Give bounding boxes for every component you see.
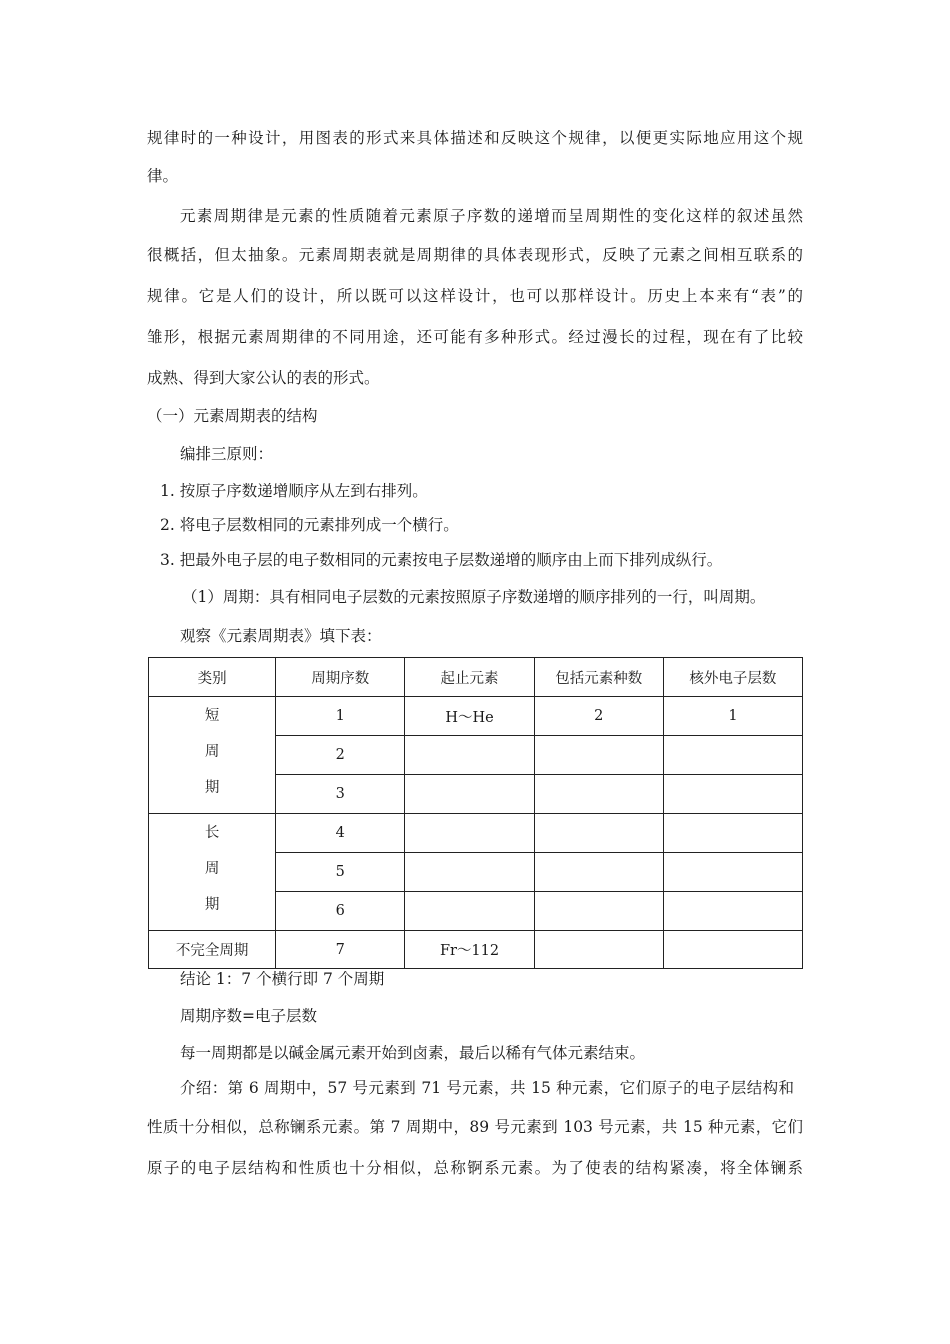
range-cell [405,892,534,931]
count-cell [534,931,663,969]
shells-cell [663,814,802,853]
range-cell [405,775,534,814]
count-cell [534,892,663,931]
group-char: 短 [204,708,220,724]
shells-cell [663,931,802,969]
range-cell [405,736,534,775]
range-cell: H～He [405,697,534,736]
table-header-row [149,658,803,697]
conclusion-line: 周期序数=电子层数 [180,1007,317,1025]
section-heading: （一）元素周期表的结构 [147,407,318,425]
table-header: 包括元素种数 [534,658,663,697]
shells-cell: 1 [663,697,802,736]
count-cell [534,775,663,814]
paragraph-line: 规律。它是人们的设计，所以既可以这样设计，也可以那样设计。历史上本来有“表”的 [147,287,803,305]
period-cell: 5 [276,853,405,892]
group-char: 长 [204,825,220,841]
group-char: 周 [204,744,220,760]
group-char: 周 [204,861,220,877]
period-cell: 6 [276,892,405,931]
long-period-label [149,814,276,931]
range-cell [405,853,534,892]
principles-title: 编排三原则： [180,445,274,463]
shells-cell [663,736,802,775]
paragraph-line: 规律时的一种设计，用图表的形式来具体描述和反映这个规律，以便更实际地应用这个规 [147,129,803,147]
shells-cell [663,853,802,892]
paragraph-line: 律。 [147,167,179,185]
table-header: 核外电子层数 [663,658,802,697]
period-definition: （1）周期：具有相同电子层数的元素按照原子序数递增的顺序排列的一行，叫周期。 [182,588,766,606]
range-cell: Fr～112 [405,931,534,969]
table-header: 周期序数 [276,658,405,697]
conclusion-line: 每一周期都是以碱金属元素开始到卤素，最后以稀有气体元素结束。 [180,1044,646,1062]
principle-item: 1. 按原子序数递增顺序从左到右排列。 [160,482,428,500]
count-cell [534,853,663,892]
count-cell [534,736,663,775]
principle-item: 3. 把最外电子层的电子数相同的元素按电子层数递增的顺序由上而下排列成纵行。 [160,551,723,569]
period-cell: 1 [276,697,405,736]
incomplete-period-label: 不完全周期 [149,931,276,969]
principle-item: 2. 将电子层数相同的元素排列成一个横行。 [160,516,459,534]
intro-line: 性质十分相似，总称镧系元素。第 7 周期中，89 号元素到 103 号元素，共 15 种元素，它们 [147,1118,803,1136]
intro-line: 原子的电子层结构和性质也十分相似，总称锕系元素。为了使表的结构紧凑，将全体镧系 [147,1159,803,1177]
table-header: 类别 [149,658,276,697]
table-header: 起止元素 [405,658,534,697]
count-cell: 2 [534,697,663,736]
paragraph-line: 元素周期律是元素的性质随着元素原子序数的递增而呈周期性的变化这样的叙述虽然 [180,207,803,225]
period-cell: 2 [276,736,405,775]
shells-cell [663,775,802,814]
period-cell: 3 [276,775,405,814]
paragraph-line: 很概括，但太抽象。元素周期表就是周期律的具体表现形式，反映了元素之间相互联系的 [147,246,803,264]
period-cell: 4 [276,814,405,853]
range-cell [405,814,534,853]
conclusion-line: 结论 1：7 个横行即 7 个周期 [180,970,385,988]
paragraph-line: 成熟、得到大家公认的表的形式。 [147,369,380,387]
intro-line: 介绍：第 6 周期中，57 号元素到 71 号元素，共 15 种元素，它们原子的电子层结构和 [180,1079,794,1097]
paragraph-line: 雏形，根据元素周期律的不同用途，还可能有多种形式。经过漫长的过程，现在有了比较 [147,328,803,346]
short-period-label [149,697,276,814]
table-row [149,931,803,969]
count-cell [534,814,663,853]
period-cell: 7 [276,931,405,969]
group-char: 期 [204,780,220,796]
shells-cell [663,892,802,931]
table-row [149,814,803,853]
observe-instruction: 观察《元素周期表》填下表： [180,627,382,645]
group-char: 期 [204,897,220,913]
period-table [148,657,803,969]
table-row [149,697,803,736]
